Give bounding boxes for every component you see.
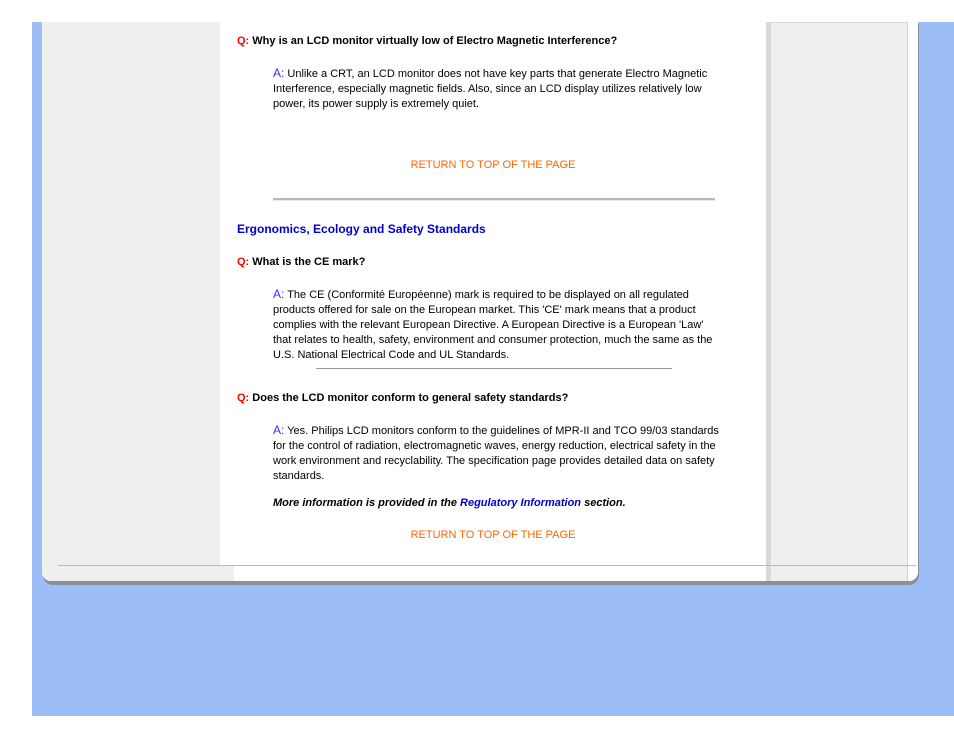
question-marker: Q: xyxy=(237,256,250,268)
answer-text: Unlike a CRT, an LCD monitor does not have key parts that generate Electro Magnetic Interference, especially magnetic fields. Also, since an LCD display utilizes relatively low power, its power supply is extremely quiet. xyxy=(273,68,708,110)
answer-divider xyxy=(316,368,672,369)
answer-emi xyxy=(273,66,723,112)
right-panel xyxy=(771,22,907,581)
answer-marker: A: xyxy=(273,423,285,437)
note-after: section. xyxy=(581,497,626,509)
right-edge xyxy=(907,22,918,581)
question-marker: Q: xyxy=(237,35,250,47)
bottom-gap xyxy=(220,566,234,581)
note-before: More information is provided in the xyxy=(273,497,461,509)
question-text: What is the CE mark? xyxy=(249,256,366,268)
answer-text: The CE (Conformité Européenne) mark is required to be displayed on all regulated products offered for sale on the European market. This 'CE' mark means that a product complies with the relevant European Directive. A European Directive is a European 'Law' that relates to health, safety, environment and consumer protection, much the same as the U.S. National Electrical Code and UL Standards. xyxy=(273,289,713,361)
regulatory-information-link[interactable]: Regulatory Information xyxy=(460,497,582,509)
section-title: Ergonomics, Ecology and Safety Standards xyxy=(237,222,486,236)
question-marker: Q: xyxy=(237,392,250,404)
return-to-top-link[interactable]: RETURN TO TOP OF THE PAGE xyxy=(410,159,576,171)
question-text: Does the LCD monitor conform to general safety standards? xyxy=(249,392,569,404)
document-page xyxy=(42,22,918,581)
answer-marker: A: xyxy=(273,66,285,80)
question-text: Why is an LCD monitor virtually low of Electro Magnetic Interference? xyxy=(249,35,618,47)
section-divider xyxy=(273,198,715,201)
answer-safety-standards xyxy=(273,423,723,484)
question-ce-mark xyxy=(237,255,757,270)
regulatory-note xyxy=(273,496,743,511)
question-emi xyxy=(237,34,757,49)
top-strip xyxy=(771,22,907,23)
return-to-top-link[interactable]: RETURN TO TOP OF THE PAGE xyxy=(410,529,576,541)
left-panel xyxy=(42,22,220,581)
answer-ce-mark xyxy=(273,287,723,363)
answer-marker: A: xyxy=(273,287,285,301)
bottom-divider xyxy=(58,565,916,566)
question-safety-standards xyxy=(237,391,757,406)
answer-text: Yes. Philips LCD monitors conform to the guidelines of MPR-II and TCO 99/03 standards for the control of radiation, electromagnetic waves, energy reduction, electrical safety in the work environment and recyclability. The specification page provides detailed data on safety standards. xyxy=(273,425,719,482)
